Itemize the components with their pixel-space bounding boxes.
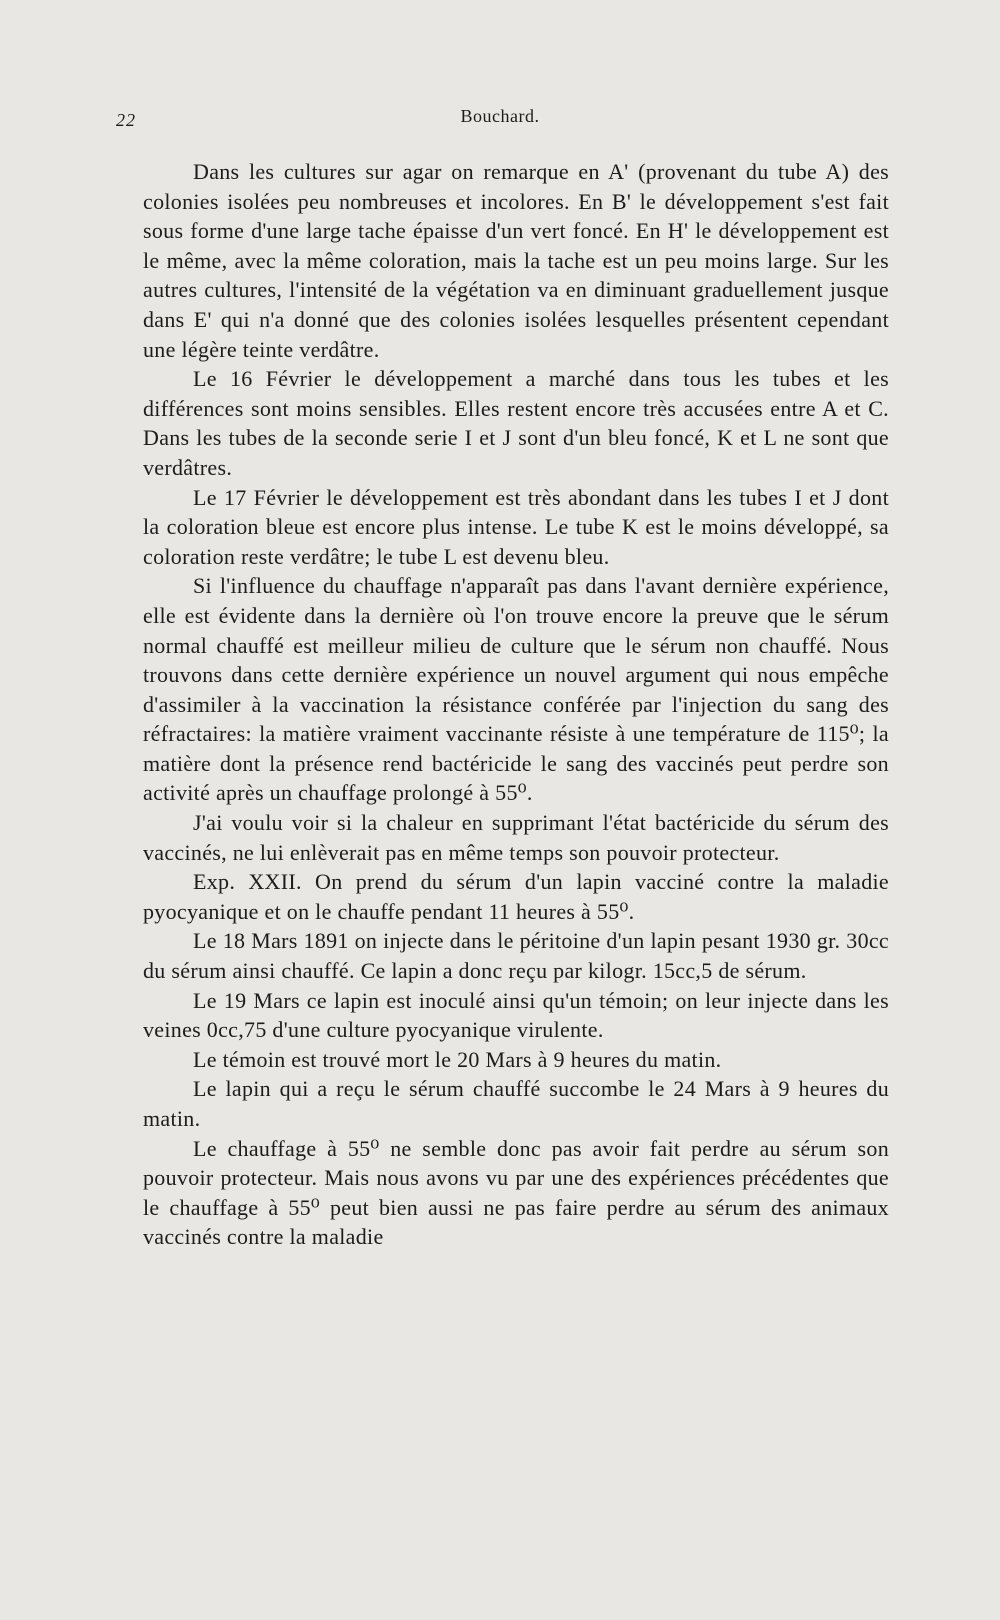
paragraph: Le 17 Février le développement est très abondant dans les tubes I et J dont la coloration bleue est encore plus intense. Le tube K est le moins développé, sa coloration reste verdâtre; le tube L est devenu bleu. xyxy=(143,484,889,569)
paragraph: Si l'influence du chauffage n'apparaît pas dans l'avant dernière expérience, elle est évidente dans la dernière où l'on trouve encore la preuve que le sérum normal chauffé est meilleur milieu de culture que le sérum non chauffé. Nous trouvons dans cette dernière expérience un nouvel argument qui nous empêche d'assimiler à la vaccination la résistance conférée par l'injection du sang des réfractaires: la matière vraiment vaccinante résiste à une température de 115⁰; la matière dont la présence rend bactéricide le sang des vaccinés peut perdre son activité après un chauffage prolongé à 55⁰. xyxy=(143,573,889,806)
paragraph: Le 19 Mars ce lapin est inoculé ainsi qu'un témoin; on leur injecte dans les veines 0cc,75 d'une culture pyocyanique virulente. xyxy=(143,987,889,1043)
paragraph: Le chauffage à 55⁰ ne semble donc pas avoir fait perdre au sérum son pouvoir protecteur. Mais nous avons vu par une des expériences précédentes que le chauffage à 55⁰ peut bien aussi ne pas faire perdre au sérum des animaux vaccinés contre la maladie xyxy=(143,1135,889,1250)
body-text xyxy=(143,157,889,1252)
paragraph: Exp. XXII. On prend du sérum d'un lapin vacciné contre la maladie pyocyanique et on le chauffe pendant 11 heures à 55⁰. xyxy=(143,869,889,924)
page-number: 22 xyxy=(116,110,136,130)
paragraph: Le 16 Février le développement a marché dans tous les tubes et les différences sont moins sensibles. Elles restent encore très accusées entre A et C. Dans les tubes de la seconde serie I et J sont d'un bleu foncé, K et L ne sont que verdâtres. xyxy=(143,366,889,480)
paragraph: J'ai voulu voir si la chaleur en supprimant l'état bactéricide du sérum des vaccinés, ne lui enlèverait pas en même temps son pouvoir protecteur. xyxy=(143,810,889,865)
paragraph: Le témoin est trouvé mort le 20 Mars à 9 heures du matin. xyxy=(193,1046,722,1072)
paragraph: Dans les cultures sur agar on remarque en A' (provenant du tube A) des colonies isolées peu nombreuses et incolores. En B' le développement s'est fait sous forme d'une large tache épaisse d'un vert foncé. En H' le développement est le même, avec la même coloration, mais la tache est un peu moins large. Sur les autres cultures, l'intensité de la végétation va en diminuant graduellement jusque dans E' qui n'a donné que des colonies isolées lesquelles présentent cependant une légère teinte verdâtre. xyxy=(143,159,889,362)
running-head: Bouchard. xyxy=(460,106,540,126)
paragraph: Le lapin qui a reçu le sérum chauffé succombe le 24 Mars à 9 heures du matin. xyxy=(143,1076,889,1131)
paragraph: Le 18 Mars 1891 on injecte dans le péritoine d'un lapin pesant 1930 gr. 30cc du sérum ainsi chauffé. Ce lapin a donc reçu par kilogr. 15cc,5 de sérum. xyxy=(143,928,889,984)
